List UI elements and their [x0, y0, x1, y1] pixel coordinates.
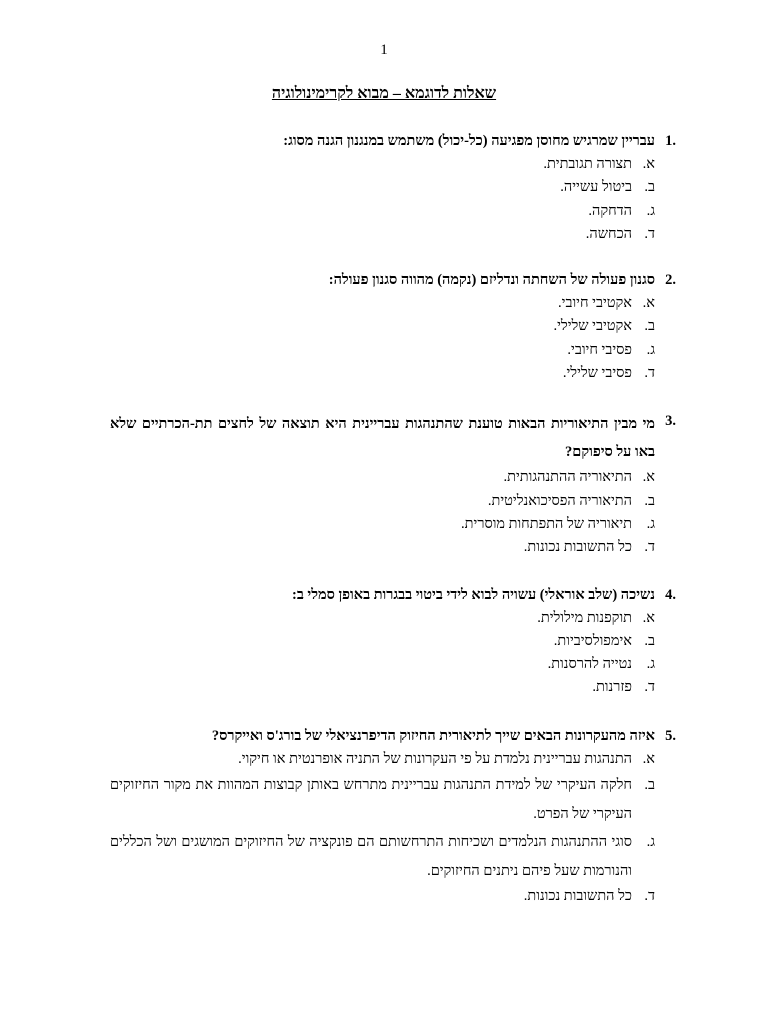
option-item — [110, 607, 655, 630]
option-item — [110, 339, 655, 362]
option-item — [110, 176, 655, 199]
option-item — [110, 490, 655, 513]
question-text: איזה מהעקרונות הבאים שייך לתיאורית החיזוק הדיפרנציאלי של בורג'ס ואייקרס? — [211, 727, 655, 744]
option-letter: א. — [642, 469, 655, 486]
option-text: סוגי ההתנהגות הנלמדים ושכיחות התרחשותם הם פונקציה של החיזוקים המושגים ושל הכללים והנורמות שעל פיהם ניתנים החיזוקים. — [110, 834, 632, 879]
option-item — [110, 828, 655, 885]
question-number: 3. — [665, 413, 676, 430]
option-letter: ד. — [644, 365, 655, 382]
option-item — [110, 513, 655, 536]
option-letter: ב. — [644, 777, 655, 794]
option-item — [110, 292, 655, 315]
option-item — [110, 748, 655, 771]
options-list — [110, 466, 655, 559]
page-title: שאלות לדוגמא – מבוא לקרימינולוגיה — [271, 85, 497, 102]
option-item — [110, 885, 655, 908]
option-letter: ד. — [644, 539, 655, 556]
question-number: 4. — [665, 586, 676, 603]
question-4 — [110, 584, 676, 700]
question-2 — [110, 269, 676, 385]
question-5 — [110, 725, 676, 909]
option-text: ביטול עשייה. — [560, 179, 632, 196]
options-list — [110, 607, 655, 700]
question-1 — [110, 130, 676, 246]
option-text: הדחקה. — [588, 202, 632, 219]
option-letter: ב. — [644, 492, 655, 509]
option-text: נטייה להרסנות. — [547, 656, 632, 673]
page-number: 1 — [380, 42, 388, 58]
question-3 — [110, 410, 676, 559]
option-letter: ג. — [646, 656, 655, 673]
option-text: אקטיבי שלילי. — [553, 318, 632, 335]
option-item — [110, 771, 655, 828]
option-text: תיאוריה של התפתחות מוסרית. — [461, 515, 632, 532]
options-list — [110, 292, 655, 385]
option-text: אקטיבי חיובי. — [558, 295, 632, 312]
question-text: מי מבין התיאוריות הבאות טוענת שהתנהגות עבריינית היא תוצאה של לחצים תת-הכרתיים שלא באו על סיפוקם? — [110, 416, 655, 461]
option-letter: ב. — [644, 318, 655, 335]
option-letter: ד. — [644, 679, 655, 696]
option-item — [110, 315, 655, 338]
option-letter: ד. — [644, 225, 655, 242]
option-text: כל התשובות נכונות. — [523, 539, 632, 556]
option-letter: א. — [642, 750, 655, 767]
option-letter: ג. — [646, 834, 655, 851]
option-text: פסיבי חיובי. — [567, 341, 632, 358]
questions-list — [110, 130, 676, 908]
option-text: אימפולסיביות. — [553, 632, 632, 649]
question-text: נשיכה (שלב אוראלי) עשויה לבוא לידי ביטוי בבגרות באופן סמלי ב: — [291, 586, 655, 603]
option-letter: ג. — [646, 341, 655, 358]
question-number: 1. — [665, 133, 676, 149]
option-letter: ג. — [646, 202, 655, 219]
option-item — [110, 200, 655, 223]
option-letter: ב. — [644, 632, 655, 649]
option-text: תוקפנות מילולית. — [537, 609, 632, 626]
option-text: התיאוריה הפסיכואנליטית. — [487, 492, 632, 509]
option-letter: ב. — [644, 179, 655, 196]
option-letter: א. — [642, 156, 655, 172]
option-text: התנהגות עבריינית נלמדת על פי העקרונות של התניה אופרנטית או חיקוי. — [238, 750, 632, 767]
option-text: הכחשה. — [585, 225, 632, 242]
option-item — [110, 653, 655, 676]
question-number: 2. — [665, 272, 676, 289]
option-item — [110, 676, 655, 699]
option-text: התיאוריה ההתנהגותית. — [503, 469, 632, 486]
option-item — [110, 362, 655, 385]
option-item — [110, 153, 655, 176]
question-text: עבריין שמרגיש מחוסן מפגיעה (כל-יכול) משתמש במנגנון הגנה מסוג: — [283, 133, 655, 149]
option-item — [110, 466, 655, 489]
option-text: חלקה העיקרי של למידת התנהגות עבריינית מתרחש באותן קבוצות המהוות את מקור החיזוקים העיקרי של הפרט. — [110, 777, 632, 822]
option-letter: ד. — [644, 888, 655, 905]
option-item — [110, 536, 655, 559]
option-text: תצורה תגובתית. — [543, 156, 632, 172]
option-text: פזרנות. — [592, 679, 632, 696]
option-letter: א. — [642, 609, 655, 626]
option-letter: א. — [642, 295, 655, 312]
question-text: סגנון פעולה של השחתה ונדליזם (נקמה) מהווה סגנון פעולה: — [328, 272, 655, 289]
options-list — [110, 153, 655, 246]
options-list — [110, 748, 655, 909]
question-number: 5. — [665, 727, 676, 744]
option-item — [110, 630, 655, 653]
option-text: פסיבי שלילי. — [562, 365, 632, 382]
option-text: כל התשובות נכונות. — [523, 888, 632, 905]
option-letter: ג. — [646, 515, 655, 532]
option-item — [110, 223, 655, 246]
